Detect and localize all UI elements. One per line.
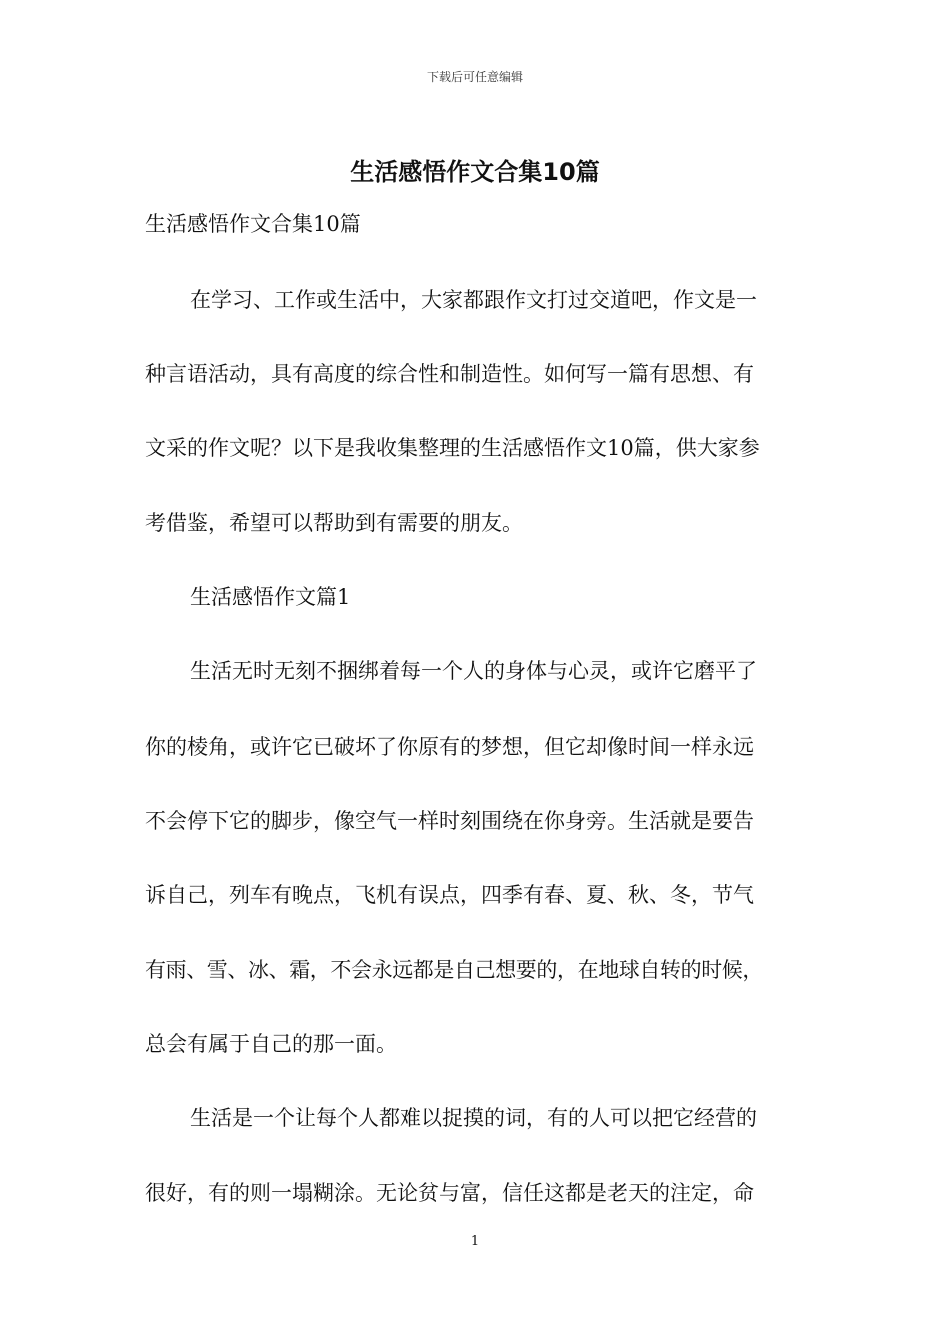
page-number: 1	[470, 1234, 480, 1249]
paragraph-line: 生活是一个让每个人都难以捉摸的词，有的人可以把它经营的	[190, 1106, 757, 1130]
paragraph-line: 总会有属于自己的那一面。	[145, 1032, 397, 1056]
subtitle-line: 生活感悟作文合集10篇	[145, 212, 361, 236]
section-heading: 生活感悟作文篇1	[190, 585, 351, 609]
paragraph-line: 你的棱角，或许它已破坏了你原有的梦想，但它却像时间一样永远	[145, 735, 754, 759]
paragraph-line: 生活无时无刻不捆绑着每一个人的身体与心灵，或许它磨平了	[190, 659, 757, 683]
paragraph-line: 在学习、工作或生活中，大家都跟作文打过交道吧，作文是一	[190, 288, 757, 312]
paragraph-line: 考借鉴，希望可以帮助到有需要的朋友。	[145, 511, 523, 535]
document-title: 生活感悟作文合集10篇	[350, 158, 600, 186]
paragraph-line: 诉自己，列车有晚点，飞机有误点，四季有春、夏、秋、冬，节气	[145, 883, 754, 907]
paragraph-line: 种言语活动，具有高度的综合性和制造性。如何写一篇有思想、有	[145, 362, 754, 386]
paragraph-line: 很好，有的则一塌糊涂。无论贫与富，信任这都是老天的注定，命	[145, 1181, 754, 1205]
paragraph-line: 不会停下它的脚步，像空气一样时刻围绕在你身旁。生活就是要告	[145, 809, 754, 833]
paragraph-line: 有雨、雪、冰、霜，不会永远都是自己想要的，在地球自转的时候，	[145, 958, 763, 982]
page-header: 下载后可任意编辑	[426, 70, 523, 84]
paragraph-line: 文采的作文呢？以下是我收集整理的生活感悟作文10篇，供大家参	[145, 436, 760, 460]
